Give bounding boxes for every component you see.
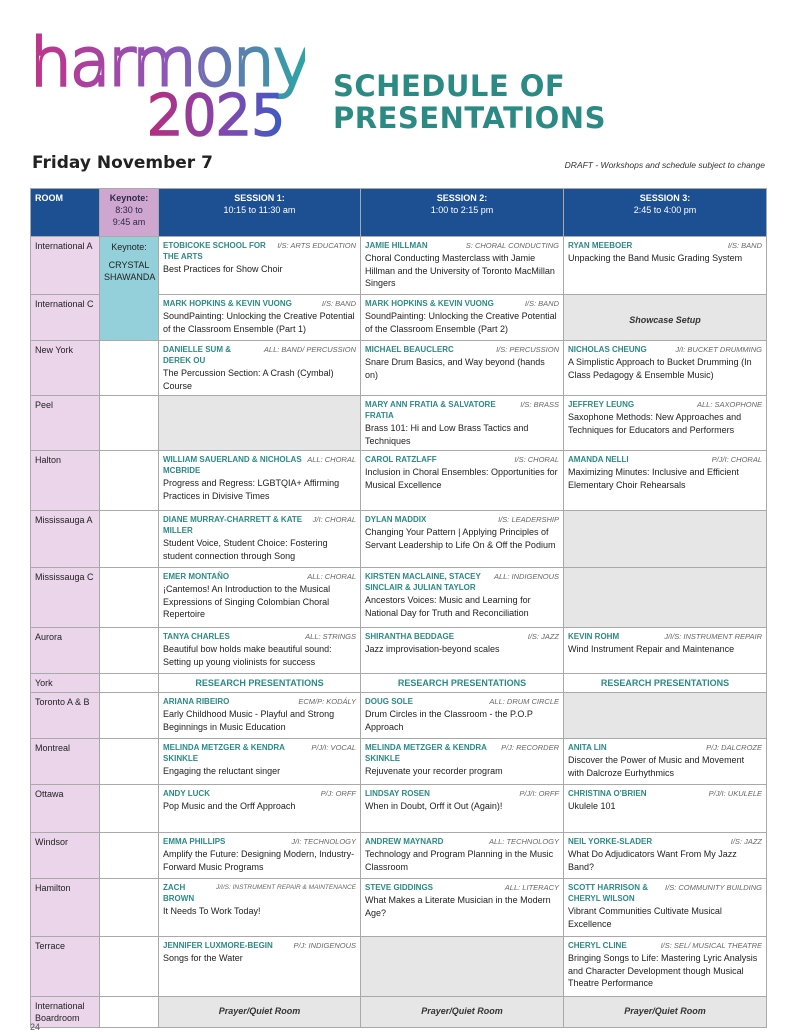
harmony-2025-logo: [30, 30, 305, 140]
session-cell: [564, 237, 767, 295]
category-tag: ALL: DRUM CIRCLE: [489, 697, 559, 706]
category-tag: ECM/P: KODÁLY: [298, 697, 356, 706]
table-row: [31, 396, 767, 451]
presenter: NEIL YORKE-SLADER: [568, 837, 653, 846]
title-line-2: PRESENTATIONS: [333, 101, 606, 135]
session-2-label: SESSION 2:: [436, 193, 488, 203]
category-tag: I/S: BRASS: [520, 400, 559, 409]
presentation-title: What Do Adjudicators Want From My Jazz Band?: [568, 849, 737, 872]
category-tag: ALL: SAXOPHONE: [696, 400, 762, 409]
session-cell: [564, 937, 767, 997]
presenter: MELINDA METZGER & KENDRA SKINKLE: [163, 743, 285, 763]
table-row: [31, 568, 767, 628]
prayer-room-cell: Prayer/Quiet Room: [564, 997, 767, 1028]
category-tag: ALL: INDIGENOUS: [493, 572, 559, 581]
category-tag: I/S: LEADERSHIP: [498, 515, 559, 524]
keynote-label: Keynote:: [111, 242, 147, 252]
table-row: [31, 937, 767, 997]
presentation-title: Unpacking the Band Music Grading System: [568, 253, 743, 263]
session-cell: [564, 879, 767, 937]
presentation-title: A Simplistic Approach to Bucket Drumming (In Class Pedagogy & Ensemble Music): [568, 357, 752, 380]
session-cell: [159, 879, 361, 937]
table-row: [31, 739, 767, 785]
table-row: [31, 628, 767, 674]
room-name: Montreal: [31, 739, 100, 785]
session-cell: [564, 396, 767, 451]
presentation-title: Vibrant Communities Cultivate Musical Excellence: [568, 906, 722, 929]
page-number: 24: [30, 1022, 41, 1032]
keynote-header-label: Keynote:: [109, 193, 149, 203]
presentation-title: Bringing Songs to Life: Mastering Lyric Analysis and Character Development though Musical Theatre Performance: [568, 953, 758, 988]
presentation-title: It Needs To Work Today!: [163, 906, 261, 916]
table-row: [31, 693, 767, 739]
presenter: JEFFREY LEUNG: [568, 400, 635, 409]
room-name: International Boardroom: [31, 997, 100, 1028]
session-cell: [159, 628, 361, 674]
presentation-title: Brass 101: Hi and Low Brass Tactics and Techniques: [365, 423, 529, 446]
room-name: Mississauga C: [31, 568, 100, 628]
draft-note: DRAFT - Workshops and schedule subject to change: [564, 160, 765, 170]
presenter: WILLIAM SAUERLAND & NICHOLAS MCBRIDE: [163, 455, 302, 475]
category-tag: P/J/I: ORFF: [519, 789, 559, 798]
session-cell: [361, 739, 564, 785]
schedule-table: [30, 188, 767, 1028]
presenter: ANDY LUCK: [163, 789, 210, 798]
room-name: Windsor: [31, 833, 100, 879]
session-cell: [159, 237, 361, 295]
presentation-title: Best Practices for Show Choir: [163, 264, 283, 274]
category-tag: P/J/I: VOCAL: [311, 743, 356, 752]
category-tag: I/S: BAND: [524, 299, 559, 308]
category-tag: P/J: INDIGENOUS: [293, 941, 356, 950]
session-cell: [361, 511, 564, 568]
session-cell: [159, 785, 361, 833]
logo-word: harmony: [30, 30, 305, 101]
category-tag: ALL: CHORAL: [307, 572, 356, 581]
day-heading: Friday November 7: [32, 153, 213, 173]
room-header: ROOM: [31, 189, 100, 237]
session-cell: [159, 451, 361, 511]
category-tag: P/J/I: UKULELE: [708, 789, 762, 798]
empty-session-cell: [564, 693, 767, 739]
presenter: CAROL RATZLAFF: [365, 455, 437, 464]
empty-keynote-cell: [100, 879, 159, 937]
presenter: SHIRANTHA BEDDAGE: [365, 632, 455, 641]
empty-keynote-cell: [100, 568, 159, 628]
presentation-title: Changing Your Pattern | Applying Principles of Servant Leadership to Life On & Off the Podium: [365, 527, 556, 550]
category-tag: J/I/S: INSTRUMENT REPAIR & MAINTENANCE: [215, 884, 356, 891]
research-presentations-label: RESEARCH PRESENTATIONS: [361, 674, 564, 693]
empty-keynote-cell: [100, 341, 159, 396]
category-tag: P/J: ORFF: [320, 789, 356, 798]
empty-keynote-cell: [100, 396, 159, 451]
empty-keynote-cell: [100, 833, 159, 879]
presentation-title: Pop Music and the Orff Approach: [163, 801, 296, 811]
presenter: AMANDA NELLI: [568, 455, 629, 464]
empty-keynote-cell: [100, 674, 159, 693]
presentation-title: Saxophone Methods: New Approaches and Techniques for Educators and Performers: [568, 412, 742, 435]
session-cell: [159, 693, 361, 739]
table-row: [31, 997, 767, 1028]
presentation-title: Progress and Regress: LGBTQIA+ Affirming Practices in Divisive Times: [163, 478, 340, 501]
presentation-title: SoundPainting: Unlocking the Creative Potential of the Classroom Ensemble (Part 1): [163, 311, 355, 334]
presenter: JENNIFER LUXMORE-BEGIN: [163, 941, 273, 950]
presenter: ARIANA RIBEIRO: [163, 697, 230, 706]
page-title: [333, 70, 606, 134]
table-row: [31, 451, 767, 511]
presentation-title: Ukulele 101: [568, 801, 616, 811]
room-name: Aurora: [31, 628, 100, 674]
presenter: LINDSAY ROSEN: [365, 789, 430, 798]
session-cell: [159, 511, 361, 568]
session-cell: [361, 568, 564, 628]
logo-year: 2025: [148, 84, 286, 140]
session-cell: [361, 295, 564, 341]
keynote-header: [100, 189, 159, 237]
presentation-title: Choral Conducting Masterclass with Jamie Hillman and the University of Toronto MacMillan Singers: [365, 253, 555, 288]
logo-graphic: [30, 30, 305, 140]
presenter: JAMIE HILLMAN: [365, 241, 428, 250]
category-tag: S: CHORAL CONDUCTING: [465, 241, 559, 250]
session-cell: [159, 739, 361, 785]
presentation-title: Amplify the Future: Designing Modern, Industry-Forward Music Programs: [163, 849, 355, 872]
category-tag: I/S: CHORAL: [514, 455, 559, 464]
empty-session-cell: [159, 396, 361, 451]
presentation-title: Ancestors Voices: Music and Learning for National Day for Truth and Reconciliation: [365, 595, 531, 618]
session-cell: [159, 341, 361, 396]
table-row: [31, 785, 767, 833]
presentation-title: Wind Instrument Repair and Maintenance: [568, 644, 735, 654]
category-tag: I/S: BAND: [727, 241, 762, 250]
room-name: New York: [31, 341, 100, 396]
presentation-title: Jazz improvisation-beyond scales: [365, 644, 500, 654]
presentation-title: ¡Cantemos! An Introduction to the Musical Expressions of Singing Colombian Choral Repertoire: [163, 584, 331, 619]
presentation-title: Engaging the reluctant singer: [163, 766, 281, 776]
session-2-time: 1:00 to 2:15 pm: [430, 205, 494, 215]
category-tag: I/S: BAND: [321, 299, 356, 308]
presenter: DOUG SOLE: [365, 697, 414, 706]
empty-keynote-cell: [100, 628, 159, 674]
category-tag: ALL: BAND/ PERCUSSION: [263, 345, 356, 354]
session-cell: [361, 833, 564, 879]
table-row: [31, 237, 767, 295]
category-tag: I/S: SEL/ MUSICAL THEATRE: [660, 941, 762, 950]
category-tag: I/S: JAZZ: [730, 837, 762, 846]
empty-keynote-cell: [100, 739, 159, 785]
category-tag: ALL: LITERACY: [504, 883, 559, 892]
presenter: ANDREW MAYNARD: [365, 837, 444, 846]
presenter: DANIELLE SUM & DEREK OU: [163, 345, 231, 365]
presenter: ZACH BROWN: [163, 883, 195, 903]
room-name: Terrace: [31, 937, 100, 997]
category-tag: ALL: CHORAL: [307, 455, 356, 464]
empty-keynote-cell: [100, 511, 159, 568]
category-tag: I/S: COMMUNITY BUILDING: [665, 883, 762, 892]
empty-keynote-cell: [100, 451, 159, 511]
session-cell: [361, 237, 564, 295]
presentation-title: When in Doubt, Orff it Out (Again)!: [365, 801, 503, 811]
session-cell: [361, 628, 564, 674]
presenter: MARY ANN FRATIA & SALVATORE FRATIA: [365, 400, 496, 420]
research-presentations-label: RESEARCH PRESENTATIONS: [159, 674, 361, 693]
presenter: CHERYL CLINE: [568, 941, 627, 950]
presenter: ANITA LIN: [568, 743, 607, 752]
empty-session-cell: [361, 937, 564, 997]
session-cell: [159, 295, 361, 341]
showcase-setup-cell: Showcase Setup: [564, 295, 767, 341]
session-cell: [159, 568, 361, 628]
session-cell: [361, 451, 564, 511]
empty-keynote-cell: [100, 937, 159, 997]
session-cell: [564, 739, 767, 785]
prayer-room-cell: Prayer/Quiet Room: [361, 997, 564, 1028]
session-3-time: 2:45 to 4:00 pm: [633, 205, 697, 215]
empty-session-cell: [564, 511, 767, 568]
presenter: DIANE MURRAY-CHARRETT & KATE MILLER: [163, 515, 303, 535]
presenter: DYLAN MADDIX: [365, 515, 427, 524]
room-name: Mississauga A: [31, 511, 100, 568]
presenter: ETOBICOKE SCHOOL FOR THE ARTS: [163, 241, 266, 261]
session-1-time: 10:15 to 11:30 am: [223, 205, 296, 215]
category-tag: J/I: BUCKET DRUMMING: [675, 345, 762, 354]
session-3-label: SESSION 3:: [639, 193, 691, 203]
room-name: Halton: [31, 451, 100, 511]
room-name: International C: [31, 295, 100, 341]
presenter: CHRISTINA O'BRIEN: [568, 789, 647, 798]
table-row: [31, 511, 767, 568]
presentation-title: Maximizing Minutes: Inclusive and Efficient Elementary Choir Rehearsals: [568, 467, 739, 490]
session-cell: [159, 833, 361, 879]
session-cell: [361, 341, 564, 396]
presenter: EMER MONTAÑO: [163, 572, 230, 581]
session-cell: [564, 833, 767, 879]
presentation-title: The Percussion Section: A Crash (Cymbal) Course: [163, 368, 334, 391]
keynote-header-time2: 9:45 am: [112, 217, 146, 227]
presentation-title: What Makes a Literate Musician in the Modern Age?: [365, 895, 551, 918]
presenter: NICHOLAS CHEUNG: [568, 345, 647, 354]
room-name: International A: [31, 237, 100, 295]
session-cell: [361, 879, 564, 937]
presenter: KEVIN ROHM: [568, 632, 620, 641]
presenter: STEVE GIDDINGS: [365, 883, 434, 892]
session-1-label: SESSION 1:: [234, 193, 285, 203]
presentation-title: Inclusion in Choral Ensembles: Opportunities for Musical Excellence: [365, 467, 558, 490]
room-name: Hamilton: [31, 879, 100, 937]
category-tag: I/S: JAZZ: [527, 632, 559, 641]
presentation-title: Beautiful bow holds make beautiful sound: Setting up young violinists for success: [163, 644, 332, 667]
session-cell: [361, 693, 564, 739]
category-tag: J/I: CHORAL: [312, 515, 356, 524]
presentation-title: Rejuvenate your recorder program: [365, 766, 503, 776]
category-tag: I/S: ARTS EDUCATION: [277, 241, 356, 250]
prayer-room-cell: Prayer/Quiet Room: [159, 997, 361, 1028]
category-tag: P/J/I: CHORAL: [711, 455, 762, 464]
keynote-header-time1: 8:30 to: [115, 205, 143, 215]
table-row: [31, 674, 767, 693]
session-cell: [564, 341, 767, 396]
presentation-title: Snare Drum Basics, and Way beyond (hands on): [365, 357, 545, 380]
empty-keynote-cell: [100, 693, 159, 739]
presenter: MARK HOPKINS & KEVIN VUONG: [365, 299, 494, 308]
category-tag: P/J: DALCROZE: [706, 743, 762, 752]
session-cell: [361, 396, 564, 451]
presenter: MICHAEL BEAUCLERC: [365, 345, 454, 354]
session-cell: [564, 785, 767, 833]
session-cell: [159, 937, 361, 997]
presenter: MARK HOPKINS & KEVIN VUONG: [163, 299, 292, 308]
room-name: Ottawa: [31, 785, 100, 833]
presentation-title: Student Voice, Student Choice: Fostering student connection through Song: [163, 538, 328, 561]
presentation-title: Drum Circles in the Classroom - the P.O.P Approach: [365, 709, 533, 732]
session-cell: [564, 628, 767, 674]
empty-keynote-cell: [100, 785, 159, 833]
header-row: [31, 189, 767, 237]
session-2-header: [361, 189, 564, 237]
presenter: KIRSTEN MACLAINE, STACEY SINCLAIR & JULIAN TAYLOR: [365, 572, 481, 592]
presentation-title: SoundPainting: Unlocking the Creative Potential of the Classroom Ensemble (Part 2): [365, 311, 557, 334]
session-cell: [564, 451, 767, 511]
presenter: EMMA PHILLIPS: [163, 837, 226, 846]
category-tag: I/S: PERCUSSION: [496, 345, 559, 354]
presenter: TANYA CHARLES: [163, 632, 230, 641]
empty-session-cell: [564, 568, 767, 628]
presentation-title: Discover the Power of Music and Movement with Dalcroze Eurhythmics: [568, 755, 745, 778]
category-tag: P/J: RECORDER: [501, 743, 559, 752]
room-name: York: [31, 674, 100, 693]
presentation-title: Technology and Program Planning in the Music Classroom: [365, 849, 554, 872]
room-name: Peel: [31, 396, 100, 451]
table-row: [31, 833, 767, 879]
presentation-title: Songs for the Water: [163, 953, 243, 963]
presenter: MELINDA METZGER & KENDRA SKINKLE: [365, 743, 487, 763]
table-row: [31, 341, 767, 396]
empty-keynote-cell: [100, 997, 159, 1028]
table-row: [31, 879, 767, 937]
title-line-1: SCHEDULE OF: [333, 69, 566, 103]
session-1-header: [159, 189, 361, 237]
category-tag: J/I: TECHNOLOGY: [291, 837, 356, 846]
research-presentations-label: RESEARCH PRESENTATIONS: [564, 674, 767, 693]
category-tag: J/I/S: INSTRUMENT REPAIR: [664, 632, 762, 641]
presentation-title: Early Childhood Music - Playful and Strong Beginnings in Music Education: [163, 709, 335, 732]
category-tag: ALL: TECHNOLOGY: [488, 837, 559, 846]
session-cell: [361, 785, 564, 833]
session-3-header: [564, 189, 767, 237]
presenter: SCOTT HARRISON & CHERYL WILSON: [568, 883, 648, 903]
presenter: RYAN MEEBOER: [568, 241, 633, 250]
category-tag: ALL: STRINGS: [305, 632, 356, 641]
keynote-cell: [100, 237, 159, 341]
keynote-speaker: CRYSTAL SHAWANDA: [104, 260, 156, 282]
room-name: Toronto A & B: [31, 693, 100, 739]
